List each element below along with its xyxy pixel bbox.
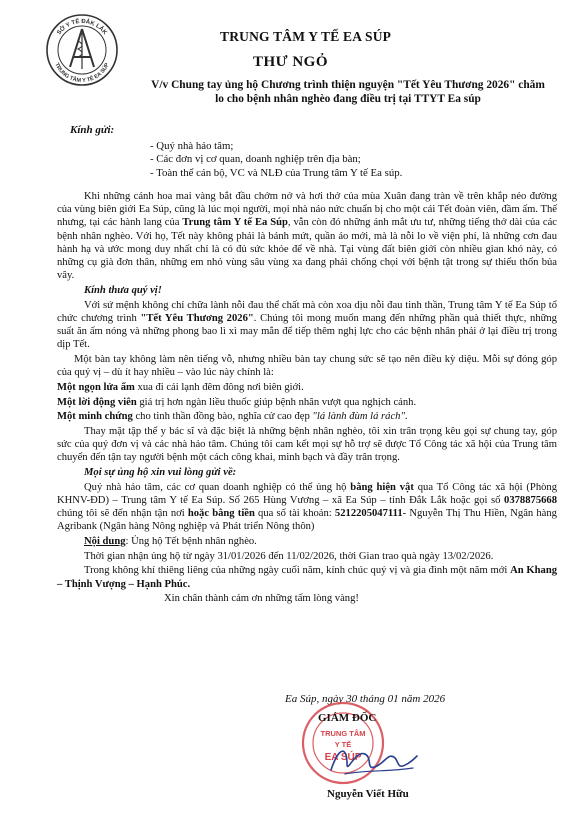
paragraph-commitment: Thay mặt tập thể y bác sĩ và đặc biệt là những bệnh nhân nghèo, tôi xin trân trọng kêu gọi sự chung tay, góp sức của quý đơn vị và các nhà hảo tâm. Chúng tôi cam kết mọi sự hỗ trợ sẽ được Tổ Công tác xã hội của Trung tâm chuyển đến tận tay người bệnh một cách công khai, minh bạch và đầy trân trọng.	[57, 425, 557, 464]
organization-name: TRUNG TÂM Y TẾ EA SÚP	[220, 29, 392, 44]
document-title: THƯ NGỎ	[252, 54, 329, 70]
bullet-item: Một ngọn lửa ấm xua đi cái lạnh đêm đông nơi biên giới.	[57, 381, 304, 393]
salutation: Kính thưa quý vị!	[84, 284, 162, 296]
thanks-line: Xin chân thành cảm ơn những tấm lòng vàng!	[164, 593, 359, 605]
letter-body	[57, 190, 557, 607]
bullet-item: Một lời động viên giá trị hơn ngàn liều thuốc giúp bệnh nhân vượt qua nghịch cảnh.	[57, 396, 417, 408]
handwritten-signature	[325, 740, 420, 782]
recipient-list	[150, 140, 550, 180]
svg-text:TRUNG TÂM Y TẾ EA SÚP: TRUNG TÂM Y TẾ EA SÚP	[53, 62, 111, 85]
recipient-item: - Toàn thể cán bộ, VC và NLĐ của Trung tâm Y tế Ea súp.	[150, 166, 403, 179]
paragraph-time: Thời gian nhận ủng hộ từ ngày 31/01/2026 đến 11/02/2026, thời Gian trao quà ngày 13/02/2026.	[84, 550, 494, 562]
greeting-label: Kính gửi:	[70, 124, 115, 136]
signer-position: GIÁM ĐỐC	[318, 712, 377, 724]
bullet-item: Một minh chứng cho tinh thần đồng bào, nghĩa cử cao đẹp "lá lành đùm lá rách".	[57, 411, 408, 423]
recipient-item: - Các đơn vị cơ quan, doanh nghiệp trên địa bàn;	[150, 153, 361, 166]
paragraph-appeal: Một bàn tay không làm nên tiếng vỗ, nhưng nhiều bàn tay chung sức sẽ tạo nên điều kỳ diệu. Mỗi sự đóng góp của quý vị – dù ít hay nhiều – vào lúc này chính là:	[57, 353, 557, 379]
hospital-logo	[45, 11, 119, 89]
paragraph-content: Nội dung: Ủng hộ Tết bệnh nhân nghèo.	[84, 536, 257, 548]
svg-text:TRUNG TÂM: TRUNG TÂM	[320, 729, 366, 738]
paragraph-mission: Với sứ mệnh không chỉ chữa lành nỗi đau thể chất mà còn xoa dịu nỗi đau tinh thần, Trung tâm Y tế Ea Súp tổ chức chương trình "Tết Yêu Thương 2026". Chúng tôi mong muốn mang đến những phần quà thiết thực, những suất ăn ấm nóng và những phong bao lì xì may mắn để tiếp thêm nghị lực cho các bệnh nhân phải ở lại điều trị trong dịp Tết.	[57, 299, 557, 351]
paragraph-closing: Trong không khí thiêng liêng của những ngày cuối năm, kính chúc quý vị và gia đình một năm mới An Khang – Thịnh Vượng – Hạnh Phúc.	[57, 565, 558, 590]
document-subject: V/v Chung tay ủng hộ Chương trình thiện nguyện "Tết Yêu Thương 2026" chăm lo cho bệnh nhân nghèo đang điều trị tại TTYT Ea súp	[151, 79, 545, 105]
svg-text:EA SÚP: EA SÚP	[324, 752, 362, 763]
paragraph-support-details: Quý nhà hảo tâm, các cơ quan doanh nghiệp có thể ủng hộ bằng hiện vật qua Tổ Công tác xã hội (Phòng KHNV-ĐD) – Trung tâm Y tế Ea Súp. Số 265 Hùng Vương – xã Ea Súp – tỉnh Đắk Lắk hoặc gọi số 0378875668 chúng tôi sẽ đến nhận tận nơi hoặc bằng tiền qua số tài khoản: 5212205047111- Nguyễn Thị Thu Hiền, Ngân hàng Agribank (Ngân hàng Nông nghiệp và Phát triển Nông thôn)	[57, 481, 558, 533]
svg-text:Y TẾ: Y TẾ	[334, 740, 352, 749]
signer-name: Nguyễn Viết Hữu	[327, 788, 409, 800]
support-heading: Mọi sự ủng hộ xin vui lòng gửi về:	[84, 467, 237, 479]
svg-text:SỞ Y TẾ ĐẮK LẮK: SỞ Y TẾ ĐẮK LẮK	[56, 18, 108, 37]
place-date: Ea Súp, ngày 30 tháng 01 năm 2026	[285, 693, 446, 705]
recipient-item: - Quý nhà hảo tâm;	[150, 140, 234, 152]
paragraph-intro: Khi những cánh hoa mai vàng bắt đầu chớm nở và hơi thở của mùa Xuân đang tràn về trên khắp nẻo đường của vùng biên giới Ea Súp, cũng là lúc mọi người, mọi nhà náo nức chuẩn bị cho một cái Tết đoàn viên, đầm ấm. Thế nhưng, tại các hành lang của Trung tâm Y tế Ea Súp, vẫn còn đó những ánh mắt ưu tư, những tiếng thở dài của các bệnh nhân nghèo. Với họ, Tết này không phải là bánh mứt, quần áo mới, mà là nỗi lo về viện phí, là những cơn đau hành hạ và ước mong duy nhất chỉ là có đủ sức khỏe để về nhà. Tại vùng đất biên giới còn nhiều gian khó này, có những cụ già đơn thân, những em nhỏ vùng sâu vùng xa đang phải chống chọi với bệnh tật trong sự thiếu thốn bủa vây.	[57, 191, 557, 282]
